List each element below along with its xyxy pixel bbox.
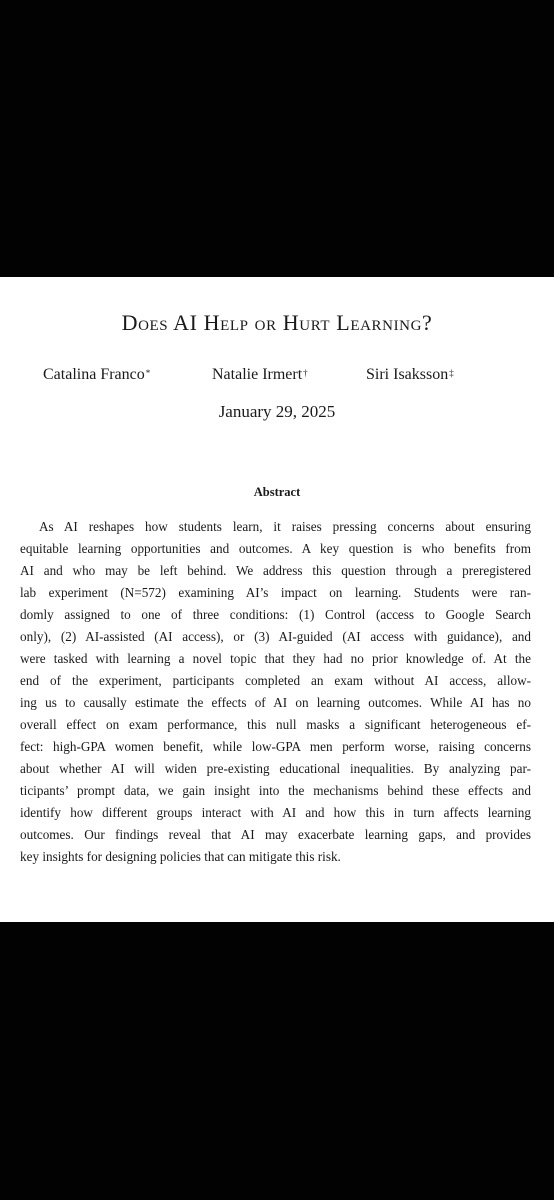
abstract-line: As AI reshapes how students learn, it raises pressing concerns about ensuring xyxy=(39,519,531,534)
author-footnote-mark: † xyxy=(303,368,308,378)
paper-date: January 29, 2025 xyxy=(218,402,336,421)
paper-page xyxy=(0,277,554,922)
top-black-band xyxy=(0,0,554,277)
abstract-line: end of the experiment, participants completed an exam without AI access, allow- xyxy=(20,673,531,688)
abstract-line: AI and who may be left behind. We address this question through a preregistered xyxy=(20,563,531,578)
abstract-line: identify how different groups interact with AI and how this in turn affects learning xyxy=(20,805,531,820)
bottom-black-band xyxy=(0,922,554,1200)
abstract-line: key insights for designing policies that can mitigate this risk. xyxy=(20,849,341,864)
author-catalina-franco xyxy=(43,363,150,387)
abstract-line: about whether AI will widen pre-existing educational inequalities. By analyzing par- xyxy=(20,761,531,776)
author-footnote-mark: * xyxy=(145,368,151,378)
author-footnote-mark: ‡ xyxy=(449,368,454,378)
abstract-heading: Abstract xyxy=(253,485,301,499)
author-name: Catalina Franco xyxy=(43,366,145,383)
author-name: Natalie Irmert xyxy=(212,366,303,383)
abstract-line: fect: high-GPA women benefit, while low-GPA men perform worse, raising concerns xyxy=(20,739,531,754)
abstract-line: domly assigned to one of three conditions: (1) Control (access to Google Search xyxy=(20,607,531,622)
author-list xyxy=(0,363,554,389)
abstract-line: ticipants’ prompt data, we gain insight into the mechanisms behind these effects and xyxy=(20,783,531,798)
abstract-line: equitable learning opportunities and outcomes. A key question is who benefits from xyxy=(20,541,531,556)
author-name: Siri Isaksson xyxy=(366,366,449,383)
abstract-line: lab experiment (N=572) examining AI’s impact on learning. Students were ran- xyxy=(20,585,531,600)
paper-title: Does AI Help or Hurt Learning? xyxy=(121,310,433,335)
author-natalie-irmert xyxy=(212,363,308,387)
abstract-line: only), (2) AI-assisted (AI access), or (3) AI-guided (AI access with guidance), and xyxy=(20,629,531,644)
author-siri-isaksson xyxy=(366,363,454,387)
abstract-line: overall effect on exam performance, this null masks a significant heterogeneous ef- xyxy=(20,717,531,732)
abstract-line: outcomes. Our findings reveal that AI may exacerbate learning gaps, and provides xyxy=(20,827,531,842)
abstract-line: ing us to causally estimate the effects of AI on learning outcomes. While AI has no xyxy=(20,695,531,710)
abstract-line: were tasked with learning a novel topic that they had no prior knowledge of. At the xyxy=(20,651,531,666)
